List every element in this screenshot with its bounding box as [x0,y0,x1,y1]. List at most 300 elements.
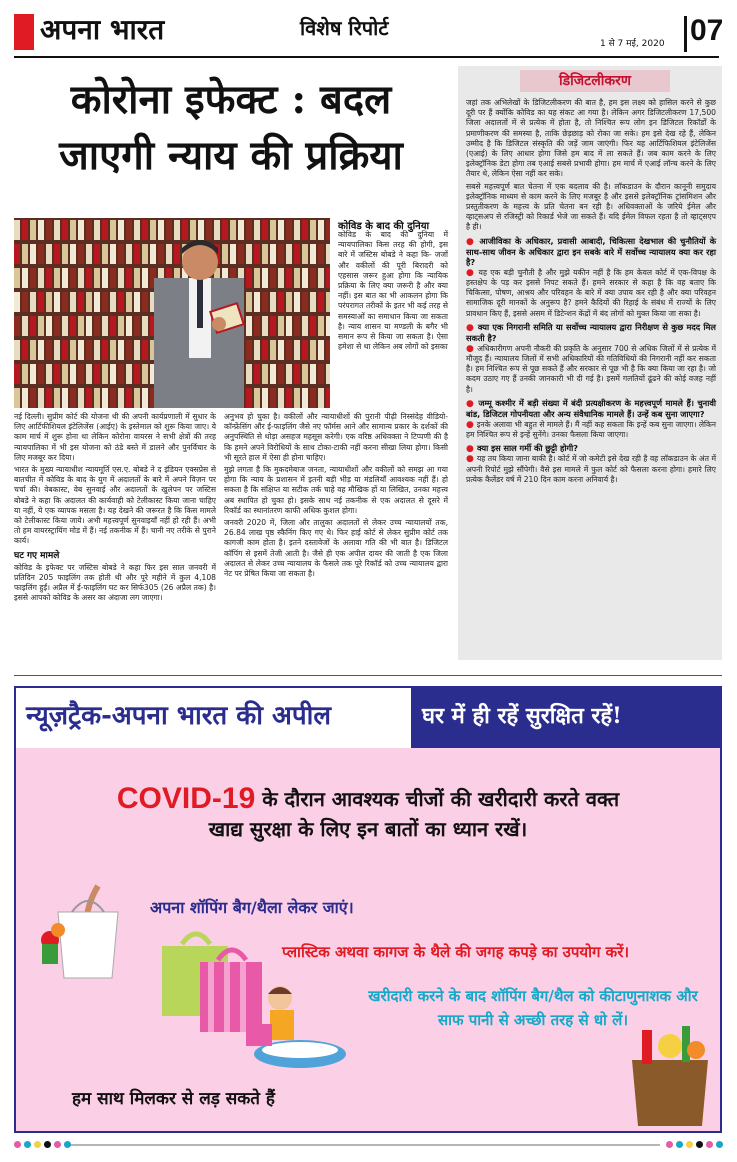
book-spine [22,220,28,240]
tip-wash-bag: खरीदारी करने के बाद शॉपिंग बैग/थैल को कीटाणुनाशक और साफ पानी से अच्छी तरह से धो लें। [368,987,698,1029]
washing-person-icon [240,980,360,1072]
book-spine [246,364,252,384]
book-spine [14,244,20,264]
book-spine [78,220,84,240]
book-spine [302,388,308,408]
book-spine [254,388,260,408]
book-spine [22,244,28,264]
book-spine [302,292,308,312]
book-spine [326,292,330,312]
book-spine [86,316,92,336]
book-spine [46,364,52,384]
book-spine [326,340,330,360]
bullet-icon: ● [466,267,479,278]
book-spine [22,292,28,312]
book-spine [86,364,92,384]
headline-line-1: कोरोना इफेक्ट : बदल [70,76,392,123]
book-spine [134,268,140,288]
covid-word: COVID-19 [116,782,256,815]
book-spine [278,316,284,336]
book-spine [22,316,28,336]
digitization-paragraph: सबसे महत्त्वपूर्ण बात चेतना में एक बदलाव की है। लॉकडाउन के दौरान कानूनी समुदाय इलेक्ट्रॉनिक माध्यम से काम करने के लिए मजबूर है और इससे इलेक्ट्रॉनिक ट्रांसमिशन और प्रस्तुतीकरण के महत्त्व के प्रति चेतना बन रही है। अधिवक्ताओं के जरिये ईमेल और व्हाट्सअप से रजिस्ट्री को रिकार्ड भेजे जा सकते हैं। यदि ईमेल विफल रहता है तो व्हाट्सएप है ही। [466,181,716,232]
book-spine [174,244,180,264]
book-spine [62,316,68,336]
book-spine [78,364,84,384]
color-dot [696,1141,703,1148]
book-spine [302,340,308,360]
book-spine [102,268,108,288]
book-spine [86,340,92,360]
book-spine [286,316,292,336]
digitization-title: डिजिटलीकरण [520,70,670,92]
book-spine [294,244,300,264]
book-spine [318,388,324,408]
book-spine [110,244,116,264]
book-spine [270,364,276,384]
book-spine [30,244,36,264]
footer-rule [70,1144,660,1146]
book-spine [150,244,156,264]
book-spine [126,268,132,288]
book-spine [262,340,268,360]
book-spine [46,244,52,264]
book-spine [94,364,100,384]
book-spine [222,244,228,264]
headline [16,72,446,184]
book-spine [86,268,92,288]
book-spine [94,292,100,312]
book-spine [14,292,20,312]
book-spine [286,388,292,408]
color-dot [706,1141,713,1148]
book-spine [118,220,124,240]
book-spine [318,220,324,240]
book-spine [238,244,244,264]
book-spine [46,268,52,288]
book-spine [254,340,260,360]
book-spine [46,316,52,336]
bullet-icon: ● [466,419,477,430]
book-spine [142,388,148,408]
book-spine [278,244,284,264]
side-column-text: कोविड के बाद की दुनिया में न्यायपालिका किस तरह की होगी, इस बारे में जस्टिस बोबडे ने कहा कि- जजों और वकीलों की पूरी बिरादरी को एहसास जरूर हुआ होगा कि न्यायिक प्रक्रिया के लिए क्या जरूरी है और क्या नहीं। इस बात का भी आकलन होगा कि परंपरागत तरीकों के इतर भी कई तरह से समस्याओं का समाधान किया जा सकता है। न्याय शासन या मण्डली के बगैर भी समान रूप से किया जा सकता है। ऐसा हमेशा से था लेकिन अब लोगों को इसका [338,230,448,352]
book-spine [166,220,172,240]
book-spine [134,244,140,264]
book-spine [54,340,60,360]
book-spine [254,220,260,240]
book-spine [30,364,36,384]
book-spine [326,268,330,288]
book-spine [294,316,300,336]
book-spine [142,340,148,360]
book-spine [254,244,260,264]
book-spine [14,364,20,384]
book-spine [310,340,316,360]
book-spine [230,220,236,240]
article-paragraph: अनुभव हो चुका है। वकीलों और न्यायाधीशों की पुरानी पीढ़ी निस्संदेह वीडियो-कॉन्फ्रेंसिंग और ई-फाइलिंग जैसे नए फॉर्मस आने और सामान्य प्रकार के दर्शकों की अनुपस्थिति से थोड़ा असहज महसूस करेगी। एक वरिष्ठ अधिवक्ता ने टिप्पणी की है कि हमने अपने विरोधियों के साथ टोका-टाकी नहीं करना सीखा लिया होगा। किसी भी सूरते हाल में ऐसा ही होना चाहिए। [224,412,448,462]
page-number: 07 [690,14,724,47]
book-spine [142,220,148,240]
book-spine [222,220,228,240]
book-spine [150,220,156,240]
book-spine [134,220,140,240]
book-spine [326,220,330,240]
book-spine [294,220,300,240]
book-spine [270,244,276,264]
book-spine [302,268,308,288]
book-spine [142,244,148,264]
book-spine [254,268,260,288]
book-spine [318,244,324,264]
book-spine [238,220,244,240]
book-spine [270,268,276,288]
color-dot [44,1141,51,1148]
article-paragraph: कोविड के इफेक्ट पर जस्टिस बोबडे ने कहा फिर इस साल जनवरी में प्रतिदिन 205 फाइलिंग तक होती थी और पूरे महीने में कुल 4,108 फाइलिंग हुईं। अप्रैल में ई-फाइलिंग घट कर सिर्फ305 (26 अप्रैल तक) है। इससे आपको कोविड के असर का अंदाजा लग जाएगा। [14,562,216,603]
book-spine [278,340,284,360]
book-spine [30,388,36,408]
appeal-footer: हम साथ मिलकर से लड़ सकते हैं [72,1089,275,1109]
book-spine [38,364,44,384]
book-spine [62,292,68,312]
article-subhead: घट गए मामले [14,550,60,561]
color-dot [676,1141,683,1148]
color-dot [666,1141,673,1148]
book-spine [158,244,164,264]
book-spine [278,364,284,384]
book-spine [54,388,60,408]
covid-heading-line-2: खाद्य सुरक्षा के लिए इन बातों का ध्यान रखें। [208,817,528,841]
book-spine [310,316,316,336]
book-spine [30,292,36,312]
masthead-bar [14,14,34,50]
book-spine [302,244,308,264]
question: ● आजीविका के अधिकार, प्रवासी आबादी, चिकित्सा देखभाल की चुनौतियों के साथ-साथ जीवन के अधिकार द्वारा इन सबके बारे में सर्वोच्च न्यायालय क्या कर रहा है? [466,235,716,268]
book-spine [46,292,52,312]
book-spine [246,292,252,312]
book-spine [126,388,132,408]
book-spine [126,292,132,312]
book-spine [118,244,124,264]
answer: ● इनके अलावा भी बहुत से मामले हैं। मैं नहीं कह सकता कि इन्हें कब सुना जाएगा। लेकिन हम निश्चित रूप से इन्हें सुनेंगे। उनका फैसला किया जाएगा। [466,419,716,439]
book-spine [54,292,60,312]
book-spine [318,340,324,360]
book-spine [38,340,44,360]
book-spine [262,244,268,264]
book-spine [142,268,148,288]
book-spine [38,244,44,264]
book-spine [46,340,52,360]
book-spine [286,220,292,240]
book-spine [246,244,252,264]
book-spine [198,220,204,240]
book-spine [158,220,164,240]
book-spine [38,220,44,240]
book-spine [70,364,76,384]
color-dot [14,1141,21,1148]
book-spine [318,316,324,336]
section-divider [14,675,722,676]
footer-dots-left [14,1141,71,1148]
answer: ● यह तय किया जाना बाकी है। कोर्ट में जो कमेटी इसे देख रही है वह लॉकडाउन के अंत में अपनी रिपोर्ट मुझे सौंपेगी। वैसे इस मामले में फुल कोर्ट को फैसला करना होगा। हमारे लिए प्रत्येक कैलेंडर वर्ष में 210 दिन काम करना अनिवार्य है। [466,454,716,484]
appeal-title: न्यूज़ट्रैक-अपना भारत की अपील [26,701,332,731]
book-spine [270,340,276,360]
side-column-heading: कोविड के बाद की दुनिया [338,221,430,232]
book-spine [94,340,100,360]
color-dot [54,1141,61,1148]
book-spine [38,388,44,408]
book-spine [46,388,52,408]
bullet-icon: ● [466,343,478,354]
book-spine [326,364,330,384]
book-spine [54,220,60,240]
book-spine [38,292,44,312]
book-spine [214,220,220,240]
book-spine [102,340,108,360]
book-spine [110,292,116,312]
article-paragraph: नई दिल्ली। सुप्रीम कोर्ट की योजना थी की अपनी कार्यप्रणाली में सुधार के लिए आर्टिफीशियल इंटेलिजेंस (आईए) के इस्तेमाल को शुरू किया जाए। ये काम मार्च में शुरू होना था लेकिन कोरोना वायरस ने सभी क्षेत्रों की तरह न्यायपालिका में भी इस योजना को ठंडे बस्ते में डालने और पुनर्विचार के लिए मजबूर कर दिया। [14,412,216,462]
book-spine [270,220,276,240]
book-spine [182,220,188,240]
bullet-icon: ● [466,398,479,409]
book-spine [270,292,276,312]
book-spine [110,316,116,336]
footer-dots-right [666,1141,723,1148]
book-spine [318,364,324,384]
book-spine [254,292,260,312]
book-spine [14,388,20,408]
book-spine [286,268,292,288]
book-spine [246,220,252,240]
book-spine [86,220,92,240]
issue-date: 1 से 7 मई, 2020 [600,39,665,49]
book-spine [326,244,330,264]
color-dot [716,1141,723,1148]
book-spine [70,292,76,312]
book-spine [86,292,92,312]
book-spine [302,364,308,384]
book-spine [246,388,252,408]
bullet-icon: ● [466,236,480,247]
book-spine [310,292,316,312]
digitization-paragraph: जहां तक अभिलेखों के डिजिटलीकरण की बात है, हम इस लक्ष्य को हासिल करने से कुछ दूरी पर हैं क्योंकि कोविड का यह संकट आ गया है। लेकिन अगर डिजिटलीकरण 17,500 जिला अदालतों में से प्रत्येक में होता है, तो निश्चित रूप लोग इन डिजिटल रिकॉर्डों के प्रमाणीकरण की समस्या है, ताकि छेड़छाड़ को रोका जा सके। हम इसे देख रहे हैं, लेकिन उम्मीद है कि डिजिटल संस्कृति की जड़ें जाम जाएंगी। फिर यह आर्टिफिशियल इंटेलिजेंस (एआई) के लिए आधार होगा जिसे हम बाद में ला सकते हैं। जब काम करने के लिए इलेक्ट्रॉनिक डेटा होगा तब एआई सबसे प्रभावी होगा। हम मार्च में एआई लॉन्च करने के लिए तैयार थे, लेकिन ऐसा नहीं कर सके। [466,98,716,179]
book-spine [94,268,100,288]
book-spine [126,244,132,264]
book-spine [262,388,268,408]
book-spine [22,388,28,408]
book-spine [70,244,76,264]
book-spine [102,364,108,384]
grocery-bag-icon [28,882,138,982]
book-spine [70,388,76,408]
book-spine [134,340,140,360]
book-spine [270,388,276,408]
book-spine [246,316,252,336]
book-spine [110,340,116,360]
book-spine [78,340,84,360]
book-spine [14,340,20,360]
book-spine [302,316,308,336]
book-spine [278,220,284,240]
book-spine [262,292,268,312]
question: ● क्या एक निगरानी समिति या सर्वोच्च न्यायालय द्वारा निरीक्षण से कुछ मदद मिल सकती है? [466,321,716,344]
book-spine [110,388,116,408]
book-spine [14,316,20,336]
book-spine [38,316,44,336]
book-spine [54,244,60,264]
book-spine [310,244,316,264]
book-spine [14,268,20,288]
book-spine [134,316,140,336]
color-dot [686,1141,693,1148]
book-spine [62,340,68,360]
book-spine [54,364,60,384]
book-spine [326,388,330,408]
book-spine [318,292,324,312]
book-spine [78,316,84,336]
shopping-bag-groceries-icon [622,1020,718,1128]
page-number-divider [684,16,687,52]
book-spine [102,244,108,264]
book-spine [126,220,132,240]
book-spine [62,364,68,384]
article-paragraph: जनवरी 2020 में, जिला और तालुका अदालतों से लेकर उच्च न्यायालयों तक, 26.84 लाख पृष्ठ स्कैनिंग किए गए थे। फिर हाई कोर्ट से लेकर सुप्रीम कोर्ट तक कागजी काम होता है। इतने दस्तावेजों के अलावा गति की भी बात है। डिजिटल कॉपिंग से इसमें तेजी आती है। जैसे ही एक अपील दायर की जाती है एक जिला अदालत से लेकर उच्च न्यायालय के फैसले तक पूरे रिकॉर्ड को उच्च न्यायालय द्वारा नेट पर प्रेषित किया जा सकता है। [224,518,448,579]
book-spine [190,220,196,240]
color-dot [24,1141,31,1148]
book-spine [94,316,100,336]
book-spine [22,340,28,360]
book-spine [62,388,68,408]
book-spine [134,292,140,312]
book-spine [94,388,100,408]
book-spine [118,268,124,288]
book-spine [294,388,300,408]
book-spine [70,268,76,288]
answer: ● यह एक बड़ी चुनौती है और मुझे यकीन नहीं है कि हम केवल कोर्ट में एक-विपक्ष के हस्तक्षेप के पड़ कर इससे निपट सकते हैं। हमने सरकार से कहा है कि वह बताए कि चिकित्सा, पोषण, आश्रय और परिवहन के बारे में क्या उपाय कर रही है और क्या परिवहन सामाजिक दूरी मानकों के अनुरूप है? हमने कैदियों की रिहाई के संबंध में राज्यों के लिए प्रावधान किए हैं, इससे असम में डिटेन्शन केंद्रों में बंद लोगों को मुक्त किया जा सका है। [466,267,716,318]
book-spine [102,220,108,240]
book-spine [246,268,252,288]
article-paragraph: भारत के मुख्य न्यायाधीश न्यायमूर्ति एस.ए. बोबडे ने द इंडियन एक्सप्रेस से बातचीत में कोविड के बाद के युग में अदालतों के बारे में अपने विज़न पर चर्चा की। वेबकास्ट, वेब सुनवाई और अदालतों के खुलेपन पर जस्टिस बोबडे ने कहा कि अदालत की कार्यवाही को टेलीकास्ट किया जाना चाहिए या नहीं, ये एक व्यापक मसला है। यह देखने की जरूरत है कि किस मामले को टेलीकास्ट किया जाये। अभी महत्त्वपूर्ण सुनवाइयाँ नहीं हो रही हैं। अभी तो हम वायरस्ट्रायिंग मोड में हैं। नई तकनीक में हैं। चानी नए तरीके से पुराने कार्य। [14,465,216,546]
article-paragraph: मुझे लगता है कि मुकदमेबाज जनता, न्यायाधीशों और वकीलों को समझ आ गया होगा कि न्याय के प्रशासन में इतनी बड़ी भीड़ या मंडलियाँ आवश्यक नहीं हैं। हो सकता है कि संक्षिप्त या सटीक तर्क चाहे वह मौखिक हों या लिखित, उनका महत्त्व अब स्थापित हो चुका हो। इसके साथ नई तकनीक से एक अदालत से दूसरे में रिकॉर्ड का स्थानांतरण काफी अधिक कुशल होगा। [224,465,448,515]
book-spine [62,268,68,288]
appeal-slogan: घर में ही रहें सुरक्षित रहें! [422,703,622,729]
book-spine [118,292,124,312]
book-spine [126,316,132,336]
bullet-icon: ● [466,443,477,454]
book-spine [70,340,76,360]
color-dot [34,1141,41,1148]
book-spine [126,364,132,384]
book-spine [38,268,44,288]
book-spine [54,268,60,288]
book-spine [102,388,108,408]
book-spine [262,364,268,384]
covid-heading-line-1: COVID-19 के दौरान आवश्यक चीजों की खरीदारी करते वक्त [116,782,620,815]
book-spine [142,292,148,312]
book-spine [110,268,116,288]
book-spine [254,316,260,336]
book-spine [134,364,140,384]
book-spine [310,388,316,408]
book-spine [14,220,20,240]
book-spine [278,388,284,408]
book-spine [30,316,36,336]
book-spine [118,364,124,384]
book-spine [110,220,116,240]
bullet-icon: ● [466,322,478,333]
book-spine [142,316,148,336]
book-spine [294,292,300,312]
article-column-1 [14,412,216,604]
book-spine [86,244,92,264]
book-spine [326,316,330,336]
book-spine [278,292,284,312]
book-spine [286,364,292,384]
book-spine [22,364,28,384]
book-spine [70,316,76,336]
book-spine [286,244,292,264]
book-spine [310,220,316,240]
book-spine [270,316,276,336]
book-spine [86,388,92,408]
question: ● जम्मू कश्मीर में बड़ी संख्या में बंदी प्रत्यक्षीकरण के महत्त्वपूर्ण मामले हैं। चुनावी बांड, डिजिटल गोपनीयता और अन्य संवैधानिक मामले हैं। उन्हें कब सुना जाएगा? [466,397,716,420]
bullet-icon: ● [466,454,477,465]
book-spine [110,364,116,384]
book-spine [286,292,292,312]
book-spine [94,244,100,264]
book-spine [262,316,268,336]
book-spine [94,220,100,240]
book-spine [78,292,84,312]
book-spine [286,340,292,360]
book-spine [294,268,300,288]
masthead: अपना भारत [40,13,165,46]
book-spine [46,220,52,240]
book-spine [126,340,132,360]
book-spine [78,388,84,408]
book-spine [118,340,124,360]
book-spine [102,292,108,312]
book-spine [134,388,140,408]
book-spine [78,268,84,288]
book-spine [230,244,236,264]
book-spine [54,316,60,336]
header-rule [14,56,719,58]
book-spine [22,268,28,288]
color-dot [64,1141,71,1148]
article-column-2 [224,412,448,579]
book-spine [78,244,84,264]
book-spine [118,388,124,408]
book-spine [262,220,268,240]
digitization-body [466,98,716,485]
book-spine [30,220,36,240]
book-spine [102,316,108,336]
book-spine [62,244,68,264]
tip-cloth-bag: प्लास्टिक अथवा कागज के थैले की जगह कपड़े का उपयोग करें। [282,943,630,961]
section-title: विशेष रिपोर्ट [300,16,389,40]
tip-own-bag: अपना शॉपिंग बैग/थैला लेकर जाएं। [150,898,354,917]
book-spine [118,316,124,336]
question: ● क्या इस साल गर्मी की छुट्टी होगी? [466,442,578,454]
answer: ● अधिकारीगण अपनी नौकरी की प्रकृति के अनुसार 700 से अधिक जिलों में से प्रत्येक में मौजूद हैं। न्यायालय जिलों में सभी अधिकारियों की गतिविधियों की निगरानी नहीं कर सकता है। हम निश्चित रूप से पूछ सकते हैं और सरकार से पूछ भी है कि क्या किया जा रहा है। जो कदम उठाए गए हैं उनकी जानकारी भी दी गई है। इसमें गलतियों ढूंढने की कोई वजह नहीं है। [466,343,716,394]
book-spine [254,364,260,384]
book-spine [294,340,300,360]
book-spine [30,340,36,360]
book-spine [318,268,324,288]
book-spine [278,268,284,288]
book-spine [262,268,268,288]
book-spine [70,220,76,240]
